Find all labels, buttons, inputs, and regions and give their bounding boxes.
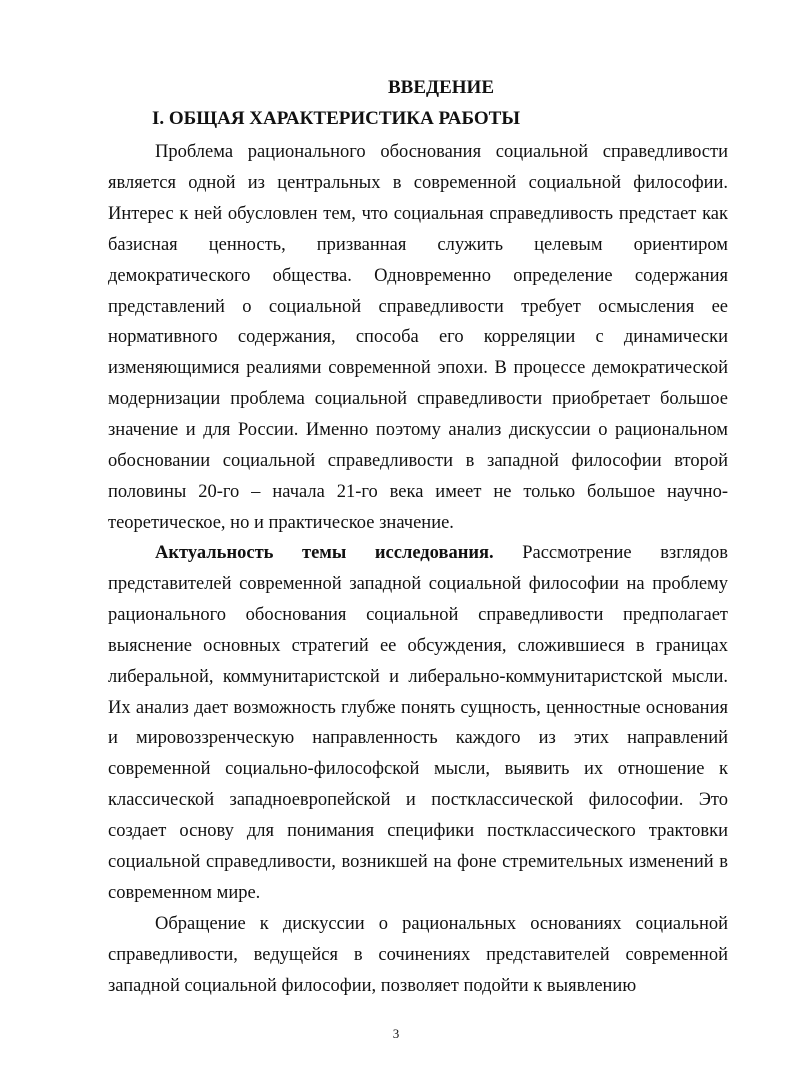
text-line: и мировоззренческую направленность каждого из этих направлений [108,728,728,749]
bold-lead: Актуальность темы исследования. [155,543,494,563]
text-line: теоретическое, но и практическое значение. [108,512,454,533]
text-line: половины 20-го – начала 21-го века имеет не только большое научно- [108,481,728,502]
text-line: является одной из центральных в современной социальной философии. [108,172,728,193]
text-line: выяснение основных стратегий ее обсуждения, сложившиеся в границах [108,635,728,656]
text-line: демократического общества. Одновременно определение содержания [108,265,728,286]
text-line: западной социальной философии, позволяет подойти к выявлению [108,975,637,996]
text-line: значение и для России. Именно поэтому анализ дискуссии о рациональном [108,420,728,441]
text-line: современной социально-философской мысли, выявить их отношение к [108,759,728,780]
line-text: Рассмотрение взглядов [522,543,729,563]
text-line: представителей современной западной социальной философии на проблему [108,573,728,594]
text-line: обосновании социальной справедливости в западной философии второй [108,451,728,471]
section-title: I. ОБЩАЯ ХАРАКТЕРИСТИКА РАБОТЫ [152,108,520,129]
text-line: модернизации проблема социальной справедливости приобретает большое [108,389,728,410]
text-line: нормативного содержания, способа его корреляции с динамически [108,327,728,348]
text-line: Их анализ дает возможность глубже понять сущность, ценностные основания [108,697,728,718]
text-line: либеральной, коммунитаристской и либерально-коммунитаристской мысли. [108,666,728,687]
page-heading: ВВЕДЕНИЕ [388,77,494,98]
text-line: создает основу для понимания специфики постклассического трактовки [108,821,728,842]
text-line: классической западноевропейской и постклассической философии. Это [108,790,728,811]
text-line: социальной справедливости, возникшей на фоне стремительных изменений в [108,852,728,872]
text-line [155,542,728,564]
text-line: Проблема рационального обоснования социальной справедливости [155,142,728,162]
text-line: современном мире. [108,882,261,903]
text-line: рационального обоснования социальной справедливости предполагает [108,604,728,625]
text-line: представлений о социальной справедливости требует осмысления ее [108,296,728,317]
page-number: 3 [392,1026,400,1041]
text-line: изменяющимися реалиями современной эпохи. В процессе демократической [108,358,728,379]
text-line: Обращение к дискуссии о рациональных основаниях социальной [155,914,728,934]
text-line: Интерес к ней обусловлен тем, что социальная справедливость предстает как [108,203,728,224]
text-line: справедливости, ведущейся в сочинениях представителей современной [108,944,728,965]
text-line: базисная ценность, призванная служить целевым ориентиром [108,234,728,255]
